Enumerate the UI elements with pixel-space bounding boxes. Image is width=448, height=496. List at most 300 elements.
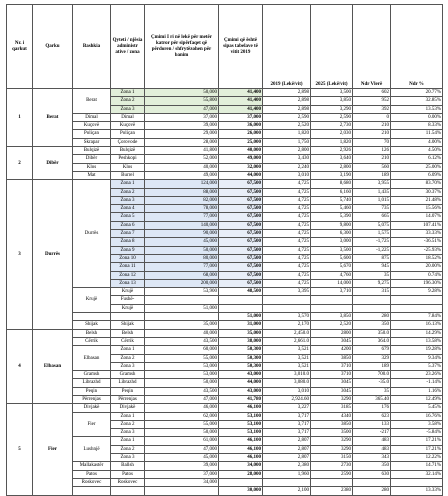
cell-bashkia: Cërrik <box>73 337 111 345</box>
cell-v2: 37,000 <box>219 113 263 121</box>
cell-v2: 41,400 <box>219 105 263 113</box>
cell-a: 1,960 <box>263 470 311 478</box>
table-row <box>7 113 443 121</box>
cell-nr: 5 <box>7 404 33 495</box>
cell-bashkia: Mallakastër <box>73 462 111 470</box>
cell-bashkia: Kuçovë <box>73 122 111 130</box>
cell-d: 15.56% <box>391 205 443 213</box>
table-row <box>7 89 443 97</box>
cell-a <box>263 304 311 312</box>
cell-a: 4,725 <box>263 246 311 254</box>
table-row <box>7 470 443 478</box>
cell-a: 2,590 <box>263 113 311 121</box>
cell-b: 3045 <box>311 387 353 395</box>
header-ndr-vlere: Ndr Vlerë <box>353 5 391 89</box>
cell-c: 329 <box>353 354 391 362</box>
cell-v1: 35,000 <box>145 321 219 329</box>
cell-d: 4.00% <box>391 138 443 146</box>
cell-zona: Zona 12 <box>111 271 145 279</box>
cell-zona: Zona 3 <box>111 196 145 204</box>
cell-d: 20.00% <box>391 263 443 271</box>
cell-v1 <box>145 296 219 304</box>
cell-c: 3,955 <box>353 180 391 188</box>
cell-v1: 41,800 <box>145 147 219 155</box>
cell-a: 3,010 <box>263 171 311 179</box>
cell-b: 3290 <box>311 395 353 403</box>
cell-bashkia <box>73 487 111 495</box>
cell-v1: 39,000 <box>145 122 219 130</box>
header-nr: Nr. i qarkut <box>7 5 33 89</box>
cell-nr: 1 <box>7 89 33 147</box>
cell-zona: Zona 2 <box>111 420 145 428</box>
cell-c: 176 <box>353 404 391 412</box>
header-cmimi-2019-tabela: Çmimi që është sipas tabelave të vitit 2019 <box>219 5 263 89</box>
cell-c: 483 <box>353 437 391 445</box>
cell-d <box>391 304 443 312</box>
table-row <box>7 412 443 420</box>
cell-b: 2,730 <box>311 122 353 130</box>
cell-a: 3,717 <box>263 412 311 420</box>
cell-v1: 62,000 <box>145 412 219 420</box>
cell-a: 3,227 <box>263 404 311 412</box>
cell-b: 4200 <box>311 346 353 354</box>
cell-v2: 67,500 <box>219 221 263 229</box>
cell-b: 3850 <box>311 420 353 428</box>
cell-bashkia <box>73 313 111 321</box>
cell-zona: Peqin <box>111 387 145 395</box>
cell-d: 3.58% <box>391 420 443 428</box>
cell-a: 3,521 <box>263 354 311 362</box>
cell-b: 2730 <box>311 462 353 470</box>
cell-v2: 43,000 <box>219 387 263 395</box>
cell-b: 3,850 <box>311 97 353 105</box>
cell-d: 20.77% <box>391 89 443 97</box>
cell-v1: 77,000 <box>145 213 219 221</box>
cell-nr: 3 <box>7 180 33 329</box>
cell-c: 630 <box>353 470 391 478</box>
cell-bashkia: Patos <box>73 470 111 478</box>
cell-d: 14.07% <box>391 213 443 221</box>
cell-a: 3,717 <box>263 420 311 428</box>
cell-v1: 47,000 <box>145 445 219 453</box>
cell-c: 679 <box>353 346 391 354</box>
cell-c: -1,725 <box>353 238 391 246</box>
cell-zona: Zona 2 <box>111 188 145 196</box>
cell-zona <box>111 487 145 495</box>
cell-zona: Zona 1 <box>111 437 145 445</box>
cell-bashkia: Përrenjas <box>73 395 111 403</box>
cell-b: 3150 <box>311 454 353 462</box>
cell-a: 3,717 <box>263 429 311 437</box>
cell-v1: 55,800 <box>145 97 219 105</box>
cell-bashkia: Dibër <box>73 155 111 163</box>
cell-b: 5,670 <box>311 263 353 271</box>
cell-v2: 67,500 <box>219 271 263 279</box>
cell-a: 4,725 <box>263 230 311 238</box>
cell-d: 33.33% <box>391 230 443 238</box>
cell-bashkia: Bulqizë <box>73 147 111 155</box>
cell-c: 364.0 <box>353 337 391 345</box>
cell-c <box>353 478 391 486</box>
cell-v1: 49,000 <box>145 171 219 179</box>
cell-a: 4,725 <box>263 263 311 271</box>
cell-c: 35 <box>353 387 391 395</box>
cell-v1: 55,000 <box>145 354 219 362</box>
cell-b: 3710 <box>311 371 353 379</box>
cell-zona: Çorovode <box>111 138 145 146</box>
cell-a: 1,820 <box>263 130 311 138</box>
cell-c: 875 <box>353 254 391 262</box>
cell-zona: Krujë <box>111 288 145 296</box>
cell-d: 19.28% <box>391 346 443 354</box>
price-table <box>6 4 443 496</box>
cell-a: 4,725 <box>263 213 311 221</box>
cell-zona: Gramsh <box>111 371 145 379</box>
cell-d: 0.00% <box>391 113 443 121</box>
cell-a: 4,725 <box>263 196 311 204</box>
table-row <box>7 395 443 403</box>
cell-zona: Kuçovë <box>111 122 145 130</box>
cell-v2: 46,100 <box>219 437 263 445</box>
cell-zona: Zona 8 <box>111 238 145 246</box>
cell-c: 735 <box>353 205 391 213</box>
cell-c: 9,275 <box>353 279 391 287</box>
cell-v1: 29,000 <box>145 130 219 138</box>
cell-zona: Zona 4 <box>111 205 145 213</box>
table-row <box>7 371 443 379</box>
cell-v1: 47,000 <box>145 105 219 113</box>
cell-d: 32.85% <box>391 97 443 105</box>
cell-bashkia: Gramsh <box>73 371 111 379</box>
cell-a: 3,010.0 <box>263 371 311 379</box>
cell-b: 2,520 <box>311 321 353 329</box>
cell-b <box>311 296 353 304</box>
table-row <box>7 321 443 329</box>
cell-v2: 67,500 <box>219 180 263 188</box>
cell-a: 2,898 <box>263 89 311 97</box>
cell-v2: 31,000 <box>219 321 263 329</box>
cell-c: 133 <box>353 420 391 428</box>
cell-v1: 43,500 <box>145 387 219 395</box>
cell-c: 343 <box>353 454 391 462</box>
cell-zona: Zona 11 <box>111 263 145 271</box>
cell-zona: Zona 3 <box>111 105 145 113</box>
cell-v2: 44,000 <box>219 379 263 387</box>
cell-v1: 90,000 <box>145 230 219 238</box>
cell-a: 4,725 <box>263 188 311 196</box>
cell-v2: 67,500 <box>219 205 263 213</box>
cell-d: 18.52% <box>391 254 443 262</box>
cell-v2: 30,000 <box>219 487 263 495</box>
cell-v1: 82,000 <box>145 196 219 204</box>
cell-c: 189 <box>353 171 391 179</box>
cell-b: 3,850 <box>311 313 353 321</box>
cell-c: 210 <box>353 130 391 138</box>
cell-c: 1,015 <box>353 196 391 204</box>
cell-d: 5.45% <box>391 404 443 412</box>
cell-d: 6.12% <box>391 155 443 163</box>
table-body <box>7 89 443 496</box>
cell-v1: 50,000 <box>145 89 219 97</box>
cell-zona: Cërrik <box>111 337 145 345</box>
cell-zona: Belsh <box>111 329 145 337</box>
cell-v1: 34,000 <box>145 478 219 486</box>
cell-d: 83.70% <box>391 180 443 188</box>
cell-d: 21.48% <box>391 196 443 204</box>
cell-d: 32.14% <box>391 470 443 478</box>
cell-zona: Zona 3 <box>111 429 145 437</box>
cell-b: 4,760 <box>311 271 353 279</box>
cell-a <box>263 478 311 486</box>
cell-d: 6.09% <box>391 171 443 179</box>
header-2025: 2025 (Lekë/vit) <box>311 5 353 89</box>
cell-b: 2,800 <box>311 163 353 171</box>
cell-v2: 50,300 <box>219 362 263 370</box>
cell-bashkia: Dimal <box>73 113 111 121</box>
table-row <box>7 337 443 345</box>
table-row <box>7 346 443 354</box>
cell-c: 945 <box>353 263 391 271</box>
cell-zona: Bulqizë <box>111 147 145 155</box>
cell-zona <box>111 313 145 321</box>
cell-v2: 67,500 <box>219 196 263 204</box>
cell-d: 14.71% <box>391 462 443 470</box>
cell-c: 560 <box>353 163 391 171</box>
table-row <box>7 387 443 395</box>
cell-v1: 50,000 <box>145 379 219 387</box>
cell-qarku: Berat <box>33 89 73 147</box>
cell-c: -1,225 <box>353 246 391 254</box>
cell-a: 2,170 <box>263 321 311 329</box>
table-row <box>7 171 443 179</box>
cell-v2: 40,000 <box>219 147 263 155</box>
cell-c: 1,575 <box>353 230 391 238</box>
table-row <box>7 138 443 146</box>
cell-a: 2,924.60 <box>263 395 311 403</box>
header-njesia: Qyteti / njësia administr ative / zona <box>111 5 145 89</box>
cell-zona: Librazhd <box>111 379 145 387</box>
cell-b: 2,926 <box>311 147 353 155</box>
cell-v2: 67,500 <box>219 279 263 287</box>
header-2019: 2019 (Lekë/vit) <box>263 5 311 89</box>
cell-bashkia: Skrapar <box>73 138 111 146</box>
cell-a: 2,450.0 <box>263 329 311 337</box>
cell-zona: Shijak <box>111 321 145 329</box>
cell-d: -1.14% <box>391 379 443 387</box>
cell-a: 2,807 <box>263 454 311 462</box>
cell-b: 3710 <box>311 362 353 370</box>
cell-v1 <box>145 313 219 321</box>
cell-v2: 41,780 <box>219 395 263 403</box>
cell-c: -35.0 <box>353 379 391 387</box>
cell-v1: 53,000 <box>145 371 219 379</box>
cell-a: 3,080.0 <box>263 379 311 387</box>
cell-c: 665 <box>353 213 391 221</box>
cell-d: 11.54% <box>391 130 443 138</box>
cell-b: 3,190 <box>311 171 353 179</box>
cell-d: 23.26% <box>391 371 443 379</box>
cell-zona: Zona 7 <box>111 230 145 238</box>
cell-v2: 67,500 <box>219 238 263 246</box>
cell-b: 6,160 <box>311 188 353 196</box>
cell-b: 3045 <box>311 337 353 345</box>
cell-zona: Zona 3 <box>111 362 145 370</box>
cell-v2: 67,500 <box>219 230 263 238</box>
cell-bashkia: Klos <box>73 163 111 171</box>
cell-bashkia: Krujë <box>73 288 111 313</box>
cell-a: 4,725 <box>263 238 311 246</box>
cell-a <box>263 296 311 304</box>
cell-v2: 46,100 <box>219 445 263 453</box>
cell-v1: 40,000 <box>145 329 219 337</box>
cell-b: 2,030 <box>311 130 353 138</box>
cell-c: 0 <box>353 113 391 121</box>
cell-c: 392 <box>353 105 391 113</box>
cell-b: 3185 <box>311 404 353 412</box>
cell-c: 126 <box>353 147 391 155</box>
cell-a: 1,750 <box>263 138 311 146</box>
cell-v1: 37,000 <box>145 470 219 478</box>
cell-b: 3,500 <box>311 89 353 97</box>
price-table-container <box>6 4 442 496</box>
cell-a: 2,898 <box>263 97 311 105</box>
cell-d: 17.21% <box>391 445 443 453</box>
cell-bashkia: Elbasan <box>73 346 111 371</box>
cell-c: 623 <box>353 412 391 420</box>
cell-zona: Zona 1 <box>111 180 145 188</box>
cell-v1: 124,000 <box>145 180 219 188</box>
cell-bashkia: Mat <box>73 171 111 179</box>
cell-nr: 2 <box>7 147 33 180</box>
cell-a: 2,380 <box>263 462 311 470</box>
cell-v2: 67,500 <box>219 246 263 254</box>
cell-d: 17.21% <box>391 437 443 445</box>
cell-zona: Zona 2 <box>111 354 145 362</box>
cell-v1: 50,000 <box>145 429 219 437</box>
cell-v2: 43,000 <box>219 371 263 379</box>
cell-c: 189 <box>353 362 391 370</box>
cell-v2: 49,000 <box>219 155 263 163</box>
cell-v2 <box>219 296 263 304</box>
cell-b: 3,290 <box>311 105 353 113</box>
cell-d: 14.29% <box>391 329 443 337</box>
cell-b: 5,600 <box>311 254 353 262</box>
cell-d: 7.84% <box>391 313 443 321</box>
cell-b: 5,390 <box>311 213 353 221</box>
cell-v2: 51,000 <box>219 313 263 321</box>
table-row <box>7 487 443 495</box>
table-row <box>7 122 443 130</box>
cell-v1: 40,000 <box>145 163 219 171</box>
cell-c <box>353 304 391 312</box>
cell-d: -36.51% <box>391 238 443 246</box>
cell-c: 350 <box>353 462 391 470</box>
cell-b: 14,000 <box>311 279 353 287</box>
cell-a: 3,570 <box>263 313 311 321</box>
cell-d: 196.30% <box>391 279 443 287</box>
cell-c: 350.0 <box>353 329 391 337</box>
cell-d <box>391 478 443 486</box>
cell-zona: Përrenjas <box>111 395 145 403</box>
cell-v1: 53,000 <box>145 362 219 370</box>
cell-b <box>311 304 353 312</box>
cell-zona: Zona 5 <box>111 213 145 221</box>
cell-v2: 67,500 <box>219 213 263 221</box>
cell-b: 3,640 <box>311 155 353 163</box>
cell-v1: 46,000 <box>145 404 219 412</box>
cell-v1: 37,000 <box>145 113 219 121</box>
table-row <box>7 130 443 138</box>
cell-d: 9.34% <box>391 354 443 362</box>
cell-v2 <box>219 478 263 486</box>
cell-c: 952 <box>353 97 391 105</box>
cell-a: 4,725 <box>263 221 311 229</box>
cell-zona: Ballsh <box>111 462 145 470</box>
cell-zona: Peshkopi <box>111 155 145 163</box>
cell-b: 3500 <box>311 429 353 437</box>
table-row <box>7 288 443 296</box>
cell-qarku: Durrës <box>33 180 73 329</box>
cell-b: 3290 <box>311 445 353 453</box>
cell-v2: 36,000 <box>219 122 263 130</box>
cell-a: 2,240 <box>263 163 311 171</box>
cell-c: 210 <box>353 155 391 163</box>
cell-a: 2,800 <box>263 147 311 155</box>
cell-c: 280 <box>353 487 391 495</box>
cell-a: 3,395 <box>263 288 311 296</box>
cell-zona: Zona 1 <box>111 346 145 354</box>
header-row <box>7 5 443 89</box>
cell-v1: 45,000 <box>145 454 219 462</box>
cell-bashkia: Shijak <box>73 321 111 329</box>
cell-v1: 78,000 <box>145 205 219 213</box>
cell-v1: 39,000 <box>145 462 219 470</box>
table-row <box>7 437 443 445</box>
cell-bashkia: Divjakë <box>73 404 111 412</box>
cell-qarku: Elbasan <box>33 329 73 404</box>
cell-v1: 51,000 <box>145 304 219 312</box>
cell-v1: 60,000 <box>145 346 219 354</box>
cell-a: 2,100 <box>263 487 311 495</box>
cell-b: 6,300 <box>311 230 353 238</box>
cell-v1: 53,900 <box>145 288 219 296</box>
cell-c: 1,435 <box>353 188 391 196</box>
cell-d: 25.00% <box>391 163 443 171</box>
cell-zona: Zona 1 <box>111 412 145 420</box>
header-bashkia: Bashkia <box>73 5 111 89</box>
cell-a: 4,725 <box>263 180 311 188</box>
cell-v1: 68,000 <box>145 271 219 279</box>
cell-bashkia: Lushnjë <box>73 437 111 462</box>
cell-a: 3,010 <box>263 387 311 395</box>
cell-qarku: Dibër <box>33 147 73 180</box>
cell-zona: Klos <box>111 163 145 171</box>
cell-v2: 67,500 <box>219 188 263 196</box>
cell-v2: 50,300 <box>219 354 263 362</box>
cell-zona: Divjakë <box>111 404 145 412</box>
cell-v2: 53,100 <box>219 429 263 437</box>
cell-d: 16.76% <box>391 412 443 420</box>
cell-d <box>391 296 443 304</box>
cell-b: 3045 <box>311 379 353 387</box>
cell-v2: 48,500 <box>219 288 263 296</box>
table-row <box>7 180 443 188</box>
cell-v2: 25,000 <box>219 138 263 146</box>
cell-bashkia: Fier <box>73 412 111 437</box>
cell-v1: 45,000 <box>145 238 219 246</box>
cell-d: 5.37% <box>391 362 443 370</box>
cell-b: 9,800 <box>311 221 353 229</box>
